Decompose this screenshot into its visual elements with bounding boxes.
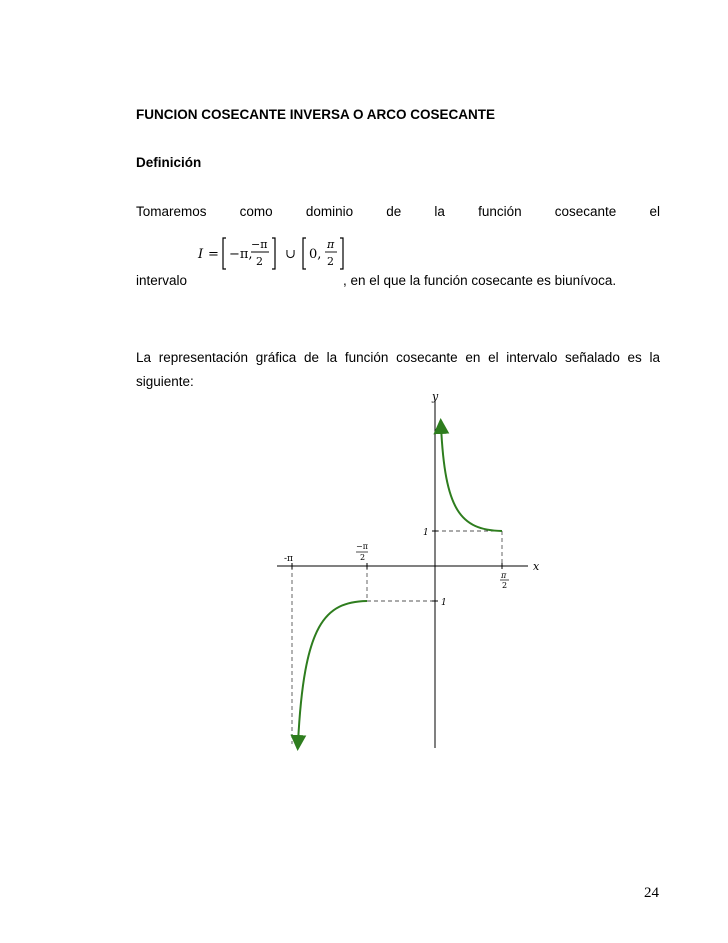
word: la [434, 204, 445, 219]
tick-label-neg-1: 1 [441, 598, 447, 608]
justified-line [136, 204, 660, 219]
word: cosecante [554, 204, 617, 219]
csc-branch-negative [298, 601, 367, 743]
formula-equals: = [208, 247, 219, 262]
formula-frac2-num: π [327, 238, 335, 251]
bracket-right [272, 238, 275, 269]
line-end: , en el que la función cosecante es biunívoca. [343, 273, 617, 288]
tick-label-neg-pi: -π [284, 554, 293, 564]
y-axis-label: y [432, 390, 439, 403]
word: de [386, 204, 402, 219]
word: el [649, 204, 660, 219]
definition-heading: Definición [136, 155, 202, 170]
csc-branch-positive [441, 426, 502, 531]
formula-neg-pi: −π, [229, 247, 253, 262]
x-axis-label: x [533, 560, 540, 573]
paragraph: La representación gráfica de la función cosecante en el intervalo señalado es la siguiente: [136, 350, 660, 389]
tick-label-pi-half-num: π [501, 571, 507, 580]
formula-union: ∪ [285, 247, 296, 262]
formula-frac1-den: 2 [256, 255, 263, 268]
interval-formula [196, 234, 356, 272]
formula-frac2-den: 2 [327, 255, 334, 268]
formula-zero: 0, [309, 247, 322, 262]
tick-label-neg-pi-half-num: −π [356, 542, 368, 551]
tick-label-pi-half-den: 2 [502, 581, 508, 590]
bracket-left [223, 238, 226, 269]
section-title: FUNCION COSECANTE INVERSA O ARCO COSECANTE [136, 107, 496, 122]
word: como [239, 204, 273, 219]
formula-I: I [198, 247, 204, 262]
page-number: 24 [644, 885, 659, 901]
formula-frac1-num: −π [251, 238, 268, 251]
cosecant-graph [260, 388, 560, 758]
line-start: intervalo [136, 273, 188, 288]
tick-label-1: 1 [423, 528, 429, 538]
word: Tomaremos [136, 204, 207, 219]
bracket-left [303, 238, 306, 269]
bracket-right [340, 238, 343, 269]
word: función [478, 204, 522, 219]
tick-label-neg-pi-half-den: 2 [360, 553, 366, 562]
word: dominio [305, 204, 354, 219]
